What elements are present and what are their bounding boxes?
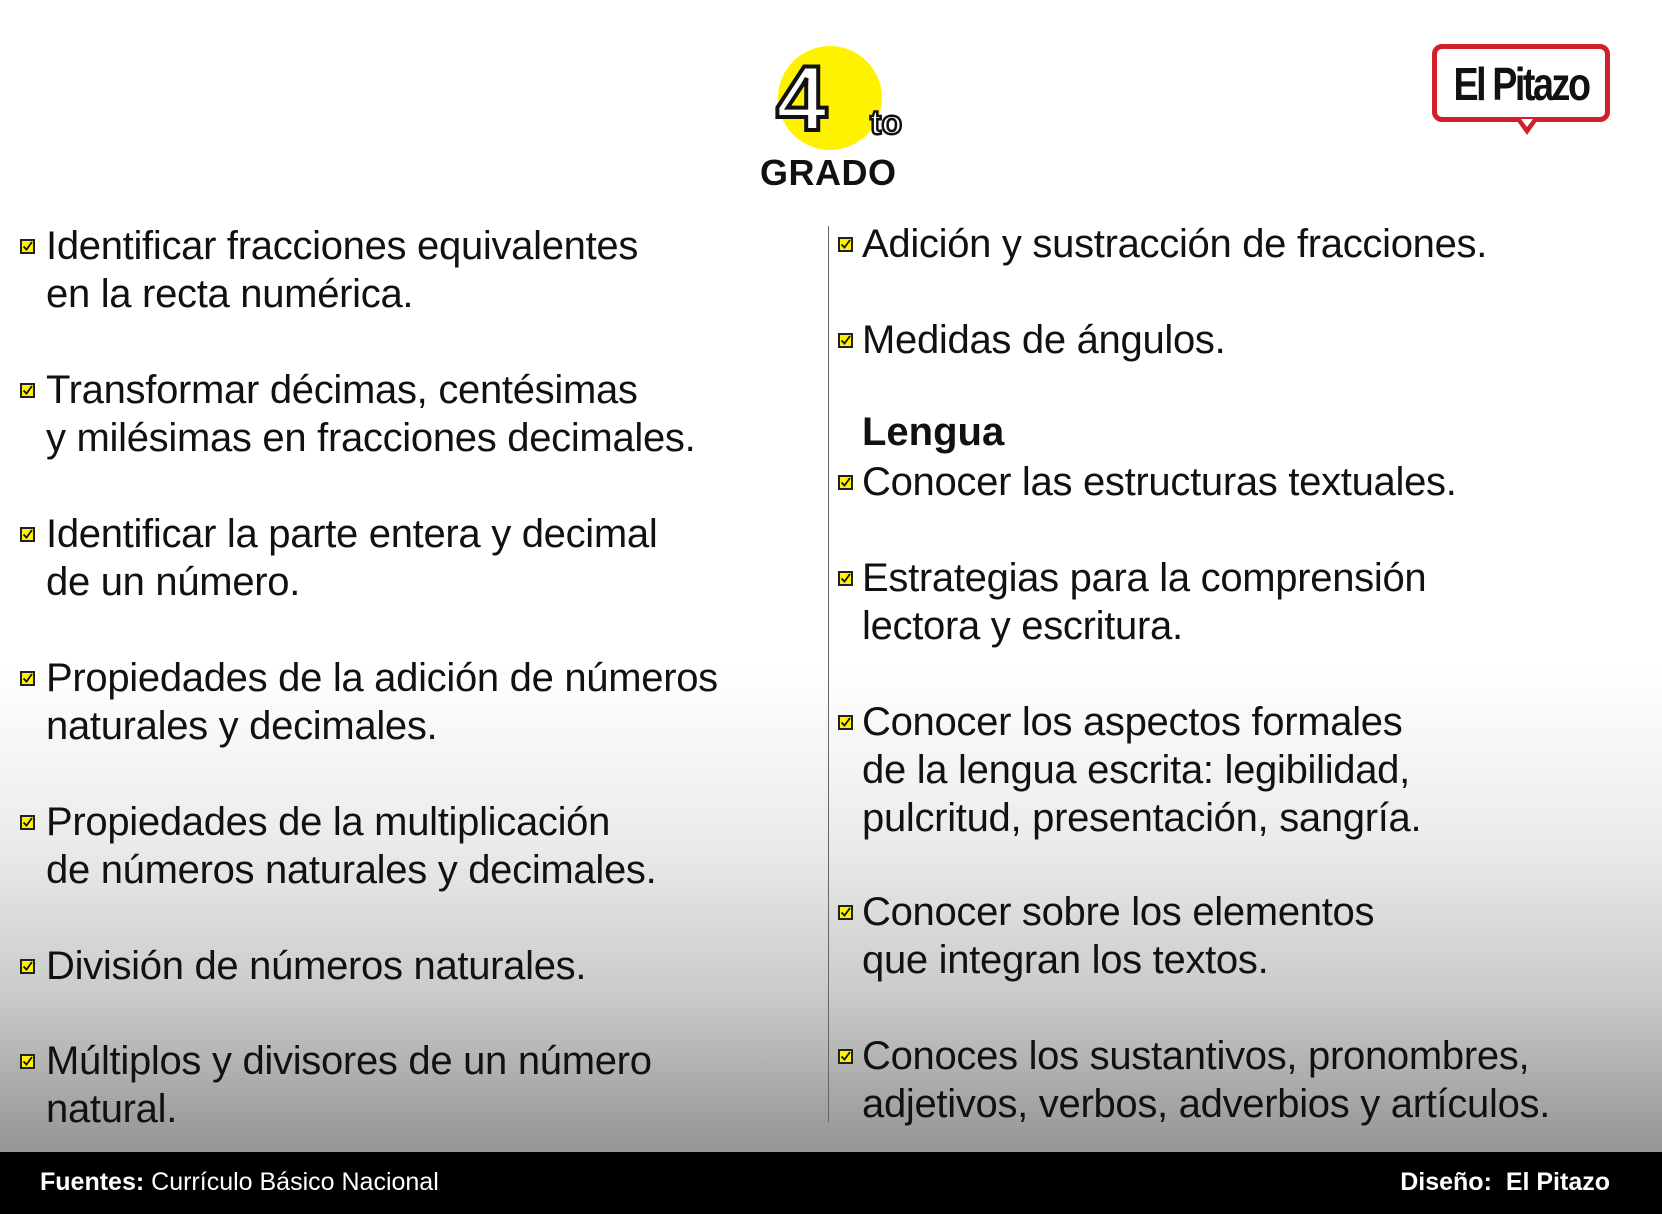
list-item: [46, 366, 695, 462]
list-item: [862, 458, 1457, 506]
list-item: [46, 1037, 652, 1133]
list-item-line: Conocer sobre los elementos: [862, 890, 1375, 934]
footer: [0, 1152, 1662, 1214]
list-item-line: Múltiplos y divisores de un número: [46, 1039, 652, 1083]
list-item: [46, 942, 586, 990]
footer-design: [1400, 1168, 1610, 1197]
design-value: El Pitazo: [1505, 1168, 1610, 1196]
grade-number: 4: [776, 48, 828, 150]
list-item: [862, 220, 1487, 268]
list-item: [46, 510, 657, 606]
checkbox-checked-icon: [20, 527, 35, 542]
list-item: [46, 654, 718, 750]
list-item-line: Medidas de ángulos.: [862, 318, 1226, 362]
list-item-line: Estrategias para la comprensión: [862, 556, 1427, 600]
list-item-line: Conocer las estructuras textuales.: [862, 460, 1457, 504]
checkbox-checked-icon: [838, 905, 853, 920]
footer-sources: [40, 1168, 439, 1197]
list-item-line: pulcritud, presentación, sangría.: [862, 796, 1422, 840]
checkbox-checked-icon: [20, 1054, 35, 1069]
checkbox-checked-icon: [20, 671, 35, 686]
checkbox-checked-icon: [838, 1049, 853, 1064]
list-item: [46, 222, 638, 318]
list-item-line: Conocer los aspectos formales: [862, 700, 1403, 744]
list-item-line: y milésimas en fracciones decimales.: [46, 416, 696, 460]
list-item-line: Propiedades de la multiplicación: [46, 800, 611, 844]
grade-label: GRADO: [760, 152, 897, 193]
list-item-line: naturales y decimales.: [46, 704, 438, 748]
list-item-line: de un número.: [46, 560, 301, 604]
checkbox-checked-icon: [20, 959, 35, 974]
grade-badge: [776, 46, 903, 150]
checkbox-checked-icon: [838, 333, 853, 348]
list-item-line: natural.: [46, 1087, 178, 1131]
list-item: [46, 798, 656, 894]
design-label: Diseño:: [1400, 1168, 1492, 1196]
sources-label: Fuentes:: [40, 1168, 145, 1196]
checkbox-checked-icon: [838, 571, 853, 586]
list-item: [862, 888, 1374, 984]
header: [0, 0, 1662, 210]
list-item: [862, 554, 1426, 650]
section-heading-lengua: Lengua: [862, 410, 1005, 454]
list-item-line: Identificar fracciones equivalentes: [46, 224, 639, 268]
list-item-line: Propiedades de la adición de números: [46, 656, 718, 700]
list-item-line: Adición y sustracción de fracciones.: [862, 222, 1488, 266]
checkbox-checked-icon: [20, 239, 35, 254]
grade-suffix: to: [870, 104, 903, 142]
list-item-line: Conoces los sustantivos, pronombres,: [862, 1034, 1530, 1078]
list-item-line: adjetivos, verbos, adverbios y artículos.: [862, 1082, 1551, 1126]
list-item-line: de números naturales y decimales.: [46, 848, 657, 892]
column-divider: [828, 226, 829, 1122]
list-item-line: Transformar décimas, centésimas: [46, 368, 638, 412]
el-pitazo-logo: [1432, 44, 1610, 122]
list-item-line: de la lengua escrita: legibilidad,: [862, 748, 1410, 792]
list-item-line: lectora y escritura.: [862, 604, 1183, 648]
list-item: [862, 316, 1225, 364]
checkbox-checked-icon: [838, 715, 853, 730]
list-item-line: que integran los textos.: [862, 938, 1269, 982]
sources-value: Currículo Básico Nacional: [151, 1168, 439, 1196]
checkbox-checked-icon: [20, 383, 35, 398]
list-item: [862, 1032, 1550, 1128]
list-item: [862, 698, 1421, 842]
grade-number-graphic: [768, 48, 948, 150]
logo-text: El Pitazo: [1453, 58, 1589, 110]
checkbox-checked-icon: [838, 237, 853, 252]
checkbox-checked-icon: [838, 475, 853, 490]
list-item-line: Identificar la parte entera y decimal: [46, 512, 658, 556]
list-item-line: en la recta numérica.: [46, 272, 414, 316]
checkbox-checked-icon: [20, 815, 35, 830]
list-item-line: División de números naturales.: [46, 944, 587, 988]
